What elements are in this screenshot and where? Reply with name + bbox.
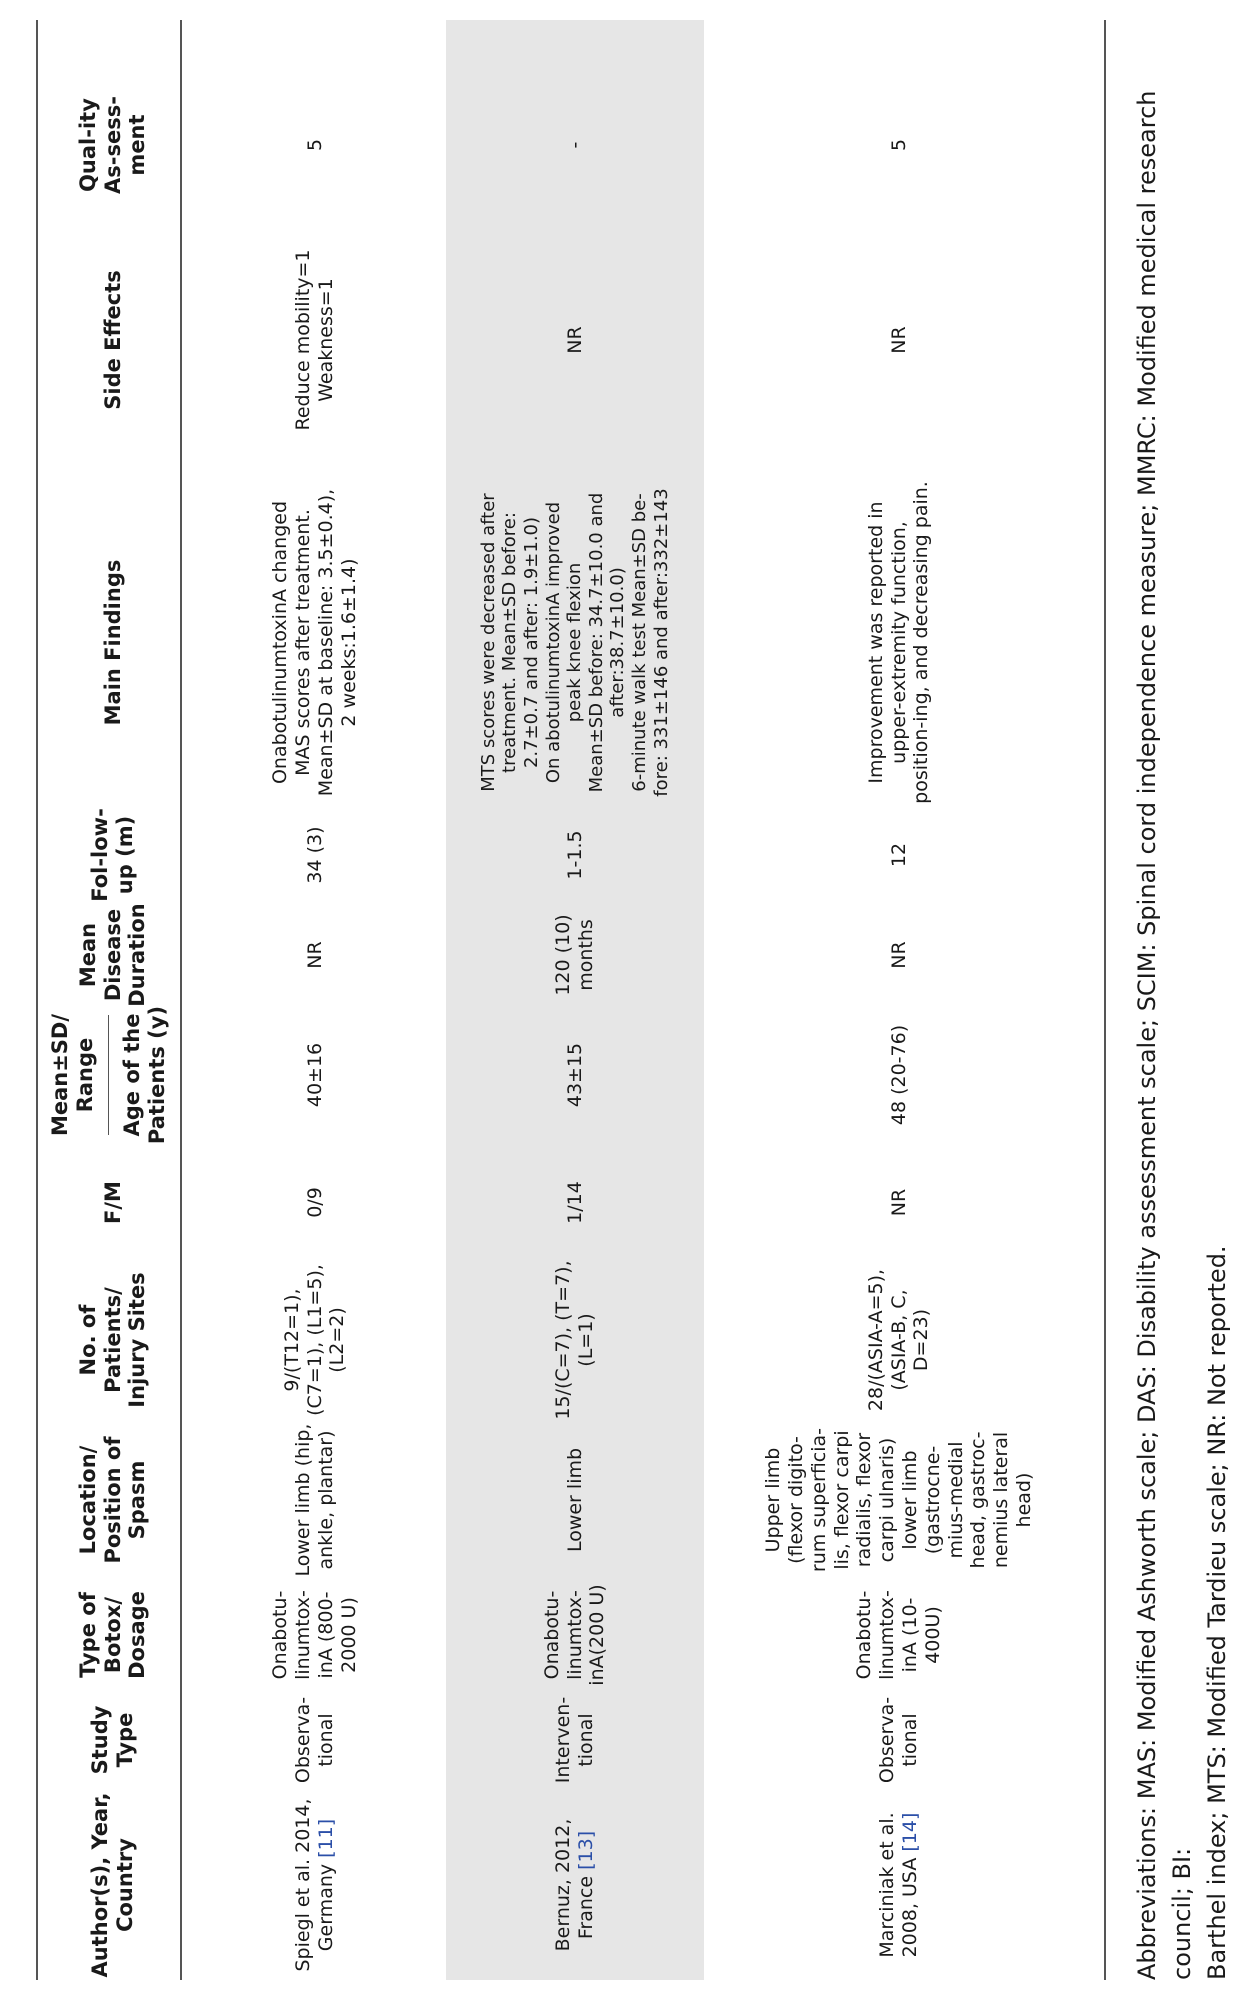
cell-findings [446, 480, 704, 805]
side-effect-line: NR [563, 326, 586, 354]
finding-line: On abotulinumtoxinA improved peak knee flexion [542, 501, 586, 784]
cell-study-type: Interven-tional [552, 1696, 597, 1784]
cell-patients: 9/(T12=1), (C7=1), (L1=5), (L2=2) [280, 1264, 349, 1416]
header-fm: F/M [100, 1181, 125, 1224]
side-effect-line: Reduce mobility=1 [292, 249, 315, 431]
table-bottom-rule [1104, 20, 1106, 1980]
footnote-line: Barthel index; MTS: Modified Tardieu scale; NR: Not reported. [1202, 1245, 1231, 1980]
cell-location: Lower limb [563, 1447, 586, 1553]
cell-side-effects [446, 200, 704, 480]
header-findings: Main Findings [100, 559, 125, 726]
citation-link[interactable]: [11] [315, 1818, 337, 1858]
cell-duration: NR [303, 941, 326, 969]
header-author: Author(s), Year, Country [88, 1792, 137, 1978]
header-patients: No. of Patients/ Injury Sites [75, 1272, 150, 1408]
cell-followup: 12 [887, 842, 910, 868]
cell-patients: 15/(C=7), (T=7), (L=1) [552, 1260, 597, 1420]
header-quality: Qual-ity As-sess-ment [75, 96, 150, 194]
cell-location: Lower limb (hip, ankle, plantar) [292, 1423, 337, 1577]
header-study-type: Study Type [88, 1705, 137, 1775]
cell-age: 43±15 [563, 1042, 586, 1108]
header-location: Location/ Position of Spasm [75, 1436, 150, 1564]
abbreviations-footnote [1130, 20, 1234, 1980]
table-row [446, 20, 704, 1980]
cell-duration: NR [887, 941, 910, 969]
author-text: Spiegl et al. 2014, Germany [292, 1798, 337, 1972]
table-top-rule [36, 20, 38, 1980]
cell-botox: Onabotu-linumtox-inA (10-400U) [853, 1590, 944, 1680]
cell-age: 48 (20-76) [887, 1024, 910, 1126]
header-group-rule [108, 1015, 109, 1135]
header-rule [180, 20, 182, 1980]
header-duration: Mean Disease Duration [75, 903, 150, 1007]
footnote-line: Abbreviations: MAS: Modified Ashworth scale; DAS: Disability assessment scale; SCIM: Spinal cord independence measure; MMRC: Modified medical research council; BI: [1133, 90, 1196, 1980]
cell-study-type: Observa-tional [292, 1696, 337, 1784]
author-text: Bernuz, 2012, France [552, 1818, 597, 1952]
cell-botox: Onabotu-linumtox-inA (800-2000 U) [269, 1590, 360, 1680]
cell-study-type: Observa-tional [876, 1696, 921, 1784]
table-row [184, 20, 446, 1980]
finding-line: Mean±SD before: 34.7±10.0 and after:38.7±10.0) [585, 492, 629, 793]
cell-findings [184, 480, 446, 805]
finding-line: MTS scores were decreased after treatment. Mean±SD before: 2.7±0.7 and after: 1.9±1.0) [477, 493, 543, 792]
cell-author [446, 1790, 704, 1980]
header-age: Age of the Patients (y) [120, 1005, 169, 1145]
cell-findings [704, 480, 1094, 805]
cell-patients: 28/(ASIA-A=5), (ASIA-B, C, D=23) [864, 1268, 933, 1412]
table-row [704, 20, 1094, 1980]
finding-line: OnabotulinumtoxinA changed MAS scores after treatment. Mean±SD at baseline: 3.5±0.4), 2 weeks:1.6±1.4) [269, 488, 360, 797]
cell-followup: 34 (3) [303, 826, 326, 884]
finding-line: 6-minute walk test Mean±SD be-fore: 331±146 and after:332±143 [628, 488, 672, 797]
header-mean-sd-range: Mean±SD/ Range [47, 1013, 97, 1137]
cell-location: Upper limb (flexor digito-rum superficia-lis, flexor carpi radialis, flexor carpi ulnaris) lower limb (gastrocne-mius-medial head, gastroc-nemius lateral head) [762, 1427, 1035, 1573]
study-table [0, 20, 1244, 1980]
cell-author [184, 1790, 446, 1980]
cell-followup: 1-1.5 [563, 830, 586, 880]
cell-author [704, 1790, 1094, 1980]
cell-quality: - [563, 141, 586, 149]
author-text: Marciniak et al. 2008, USA [876, 1812, 921, 1958]
citation-link[interactable]: [14] [899, 1812, 921, 1852]
citation-link[interactable]: [13] [575, 1830, 597, 1870]
cell-side-effects [704, 200, 1094, 480]
side-effect-line: NR [887, 326, 910, 354]
cell-quality: 5 [303, 138, 326, 152]
header-botox: Type of Botox/ Dosage [75, 1591, 150, 1679]
finding-line: Improvement was reported in upper-extremity function, position-ing, and decreasing pain. [864, 481, 933, 804]
cell-fm: 0/9 [303, 1187, 326, 1218]
cell-botox: Onabotu-linumtox-inA(200 U) [540, 1584, 609, 1686]
side-effect-line: Weakness=1 [315, 278, 337, 402]
cell-duration: 120 (10) months [552, 914, 597, 996]
header-followup: Fol-low-up (m) [88, 808, 137, 902]
cell-fm: NR [887, 1188, 910, 1217]
cell-fm: 1/14 [563, 1181, 586, 1224]
cell-side-effects [184, 200, 446, 480]
cell-quality: 5 [887, 138, 910, 152]
header-side-effects: Side Effects [100, 270, 125, 410]
cell-age: 40±16 [303, 1042, 326, 1108]
